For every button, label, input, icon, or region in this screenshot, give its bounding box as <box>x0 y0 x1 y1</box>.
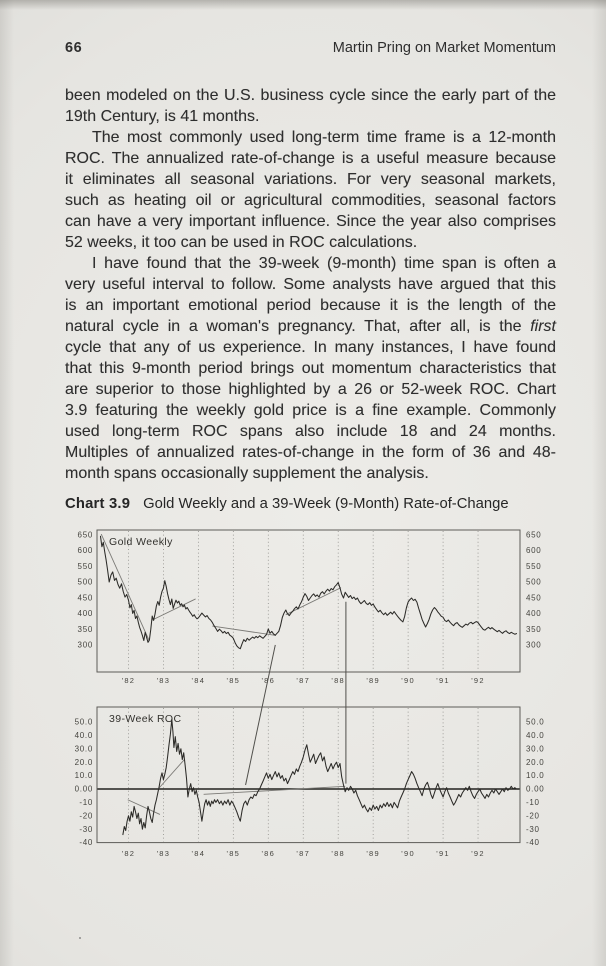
text-line: such as heating oil or agricultural commodities, seasonal factors <box>65 192 556 209</box>
y-axis-label-left: 400 <box>77 609 93 619</box>
y-axis-label-right: 450 <box>526 593 542 603</box>
y-axis-label-right: 10.0 <box>526 771 545 781</box>
figure-caption <box>65 496 565 512</box>
y-axis-label-left: 10.0 <box>74 771 93 781</box>
x-axis-label: '83 <box>156 849 171 858</box>
y-axis-label-right: 300 <box>526 640 542 650</box>
text-line: 3.9 featuring the weekly gold price is a fine example. Commonly <box>65 402 556 419</box>
y-axis-label-right: 50.0 <box>526 717 545 727</box>
text-line: very useful interval to follow. Some analysts have argued that this <box>65 276 556 293</box>
text-line: The most commonly used long-term time frame is a 12-month <box>92 129 556 146</box>
panel-title: 39-Week ROC <box>109 713 182 725</box>
y-axis-label-left: -10 <box>79 798 93 808</box>
x-axis-label: '82 <box>121 676 136 685</box>
y-axis-label-left: -20 <box>79 811 93 821</box>
page-header <box>65 40 556 56</box>
y-axis-label-right: 40.0 <box>526 731 545 741</box>
text-line: are superior to those highlighted by a 26 or 52-week ROC. Chart <box>65 381 556 398</box>
y-axis-label-left: 450 <box>77 593 93 603</box>
gold-weekly-price-line <box>101 536 517 648</box>
x-axis-label: '92 <box>471 849 485 858</box>
page-number: 66 <box>65 40 83 56</box>
y-axis-label-right: -20 <box>526 811 540 821</box>
x-axis-label: '92 <box>471 676 485 685</box>
caption-label: Chart 3.9 <box>65 496 131 512</box>
text-line: that this 9-month period brings out momentum characteristics that <box>65 360 556 377</box>
roc-breakout-to-price-line <box>246 645 276 785</box>
y-axis-label-right: -10 <box>526 798 540 808</box>
y-axis-label-left: -30 <box>79 824 93 834</box>
y-axis-label-left: 300 <box>77 640 93 650</box>
x-axis-label: '90 <box>401 849 415 858</box>
gold-and-roc-chart <box>65 525 565 870</box>
text-line: been modeled on the U.S. business cycle since the early part of the <box>65 87 556 104</box>
y-axis-label-left: 0.00 <box>74 784 93 794</box>
y-axis-label-left: 500 <box>77 577 93 587</box>
y-axis-label-right: -30 <box>526 824 540 834</box>
x-axis-label: '91 <box>436 676 450 685</box>
y-axis-label-left: 550 <box>77 561 93 571</box>
paragraph-3 <box>65 253 556 484</box>
x-axis-label: '91 <box>436 849 450 858</box>
x-axis-label: '87 <box>296 676 311 685</box>
y-axis-label-right: -40 <box>526 838 540 848</box>
y-axis-label-right: 650 <box>526 530 542 540</box>
39-week-rate-of-change-line <box>123 719 517 834</box>
x-axis-label: '87 <box>296 849 311 858</box>
x-axis-label: '84 <box>191 676 206 685</box>
y-axis-label-left: 650 <box>77 530 93 540</box>
italic-word: first <box>530 318 556 335</box>
y-axis-label-left: 600 <box>77 546 93 556</box>
text-line: it eliminates all seasonal variations. For very seasonal markets, <box>65 171 556 188</box>
x-axis-label: '89 <box>366 849 381 858</box>
text-line <box>65 316 556 337</box>
y-axis-label-right: 600 <box>526 546 542 556</box>
x-axis-label: '84 <box>191 849 206 858</box>
x-axis-label: '90 <box>401 676 415 685</box>
y-axis-label-left: 50.0 <box>74 717 93 727</box>
y-axis-label-right: 20.0 <box>526 757 545 767</box>
text-line: 19th Century, is 41 months. <box>65 108 260 125</box>
text-line: I have found that the 39-week (9-month) time span is often a <box>92 255 556 272</box>
y-axis-label-left: 20.0 <box>74 757 93 767</box>
x-axis-label: '88 <box>331 849 346 858</box>
x-axis-label: '85 <box>226 676 241 685</box>
x-axis-label: '85 <box>226 849 241 858</box>
y-axis-label-right: 550 <box>526 561 542 571</box>
roc-chart-frame <box>97 707 520 843</box>
panel-title: Gold Weekly <box>109 536 173 548</box>
paragraph-1 <box>65 85 556 127</box>
trendline <box>286 588 341 615</box>
x-axis-label: '89 <box>366 676 381 685</box>
text-line: 52 weeks, it too can be used in ROC calculations. <box>65 234 418 251</box>
caption-text: Gold Weekly and a 39-Week (9-Month) Rate-of-Change <box>143 496 509 512</box>
x-axis-label: '86 <box>261 676 276 685</box>
y-axis-label-left: 30.0 <box>74 744 93 754</box>
x-axis-label: '82 <box>121 849 136 858</box>
text-line: used long-term ROC spans also include 18 and 24 months. <box>65 423 556 440</box>
y-axis-label-left: 350 <box>77 624 93 634</box>
paragraph-2 <box>65 127 556 253</box>
text-line: ROC. The annualized rate-of-change is a useful measure because <box>65 150 556 167</box>
text-segment: natural cycle in a woman's pregnancy. That, after all, is the <box>65 318 531 335</box>
y-axis-label-right: 30.0 <box>526 744 545 754</box>
text-line: is an important emotional period because it is the length of the <box>65 297 556 314</box>
y-axis-label-right: 500 <box>526 577 542 587</box>
y-axis-label-left: -40 <box>79 838 93 848</box>
running-header: Martin Pring on Market Momentum <box>332 40 556 56</box>
trendline <box>101 534 149 641</box>
y-axis-label-left: 40.0 <box>74 731 93 741</box>
text-line: Multiples of annualized rates-of-change in the form of 36 and 48- <box>65 444 556 461</box>
text-line: cycle that any of us experience. In many instances, I have found <box>65 339 556 356</box>
x-axis-label: '88 <box>331 676 346 685</box>
trendline <box>204 786 346 794</box>
text-line: month spans occasionally supplement the analysis. <box>65 465 429 482</box>
text-line: can have a very important influence. Since the year also comprises <box>65 213 556 230</box>
y-axis-label-right: 350 <box>526 624 542 634</box>
x-axis-label: '86 <box>261 849 276 858</box>
x-axis-label: '83 <box>156 676 171 685</box>
stray-mark <box>79 937 81 939</box>
y-axis-label-right: 0.00 <box>526 784 545 794</box>
y-axis-label-right: 400 <box>526 609 542 619</box>
